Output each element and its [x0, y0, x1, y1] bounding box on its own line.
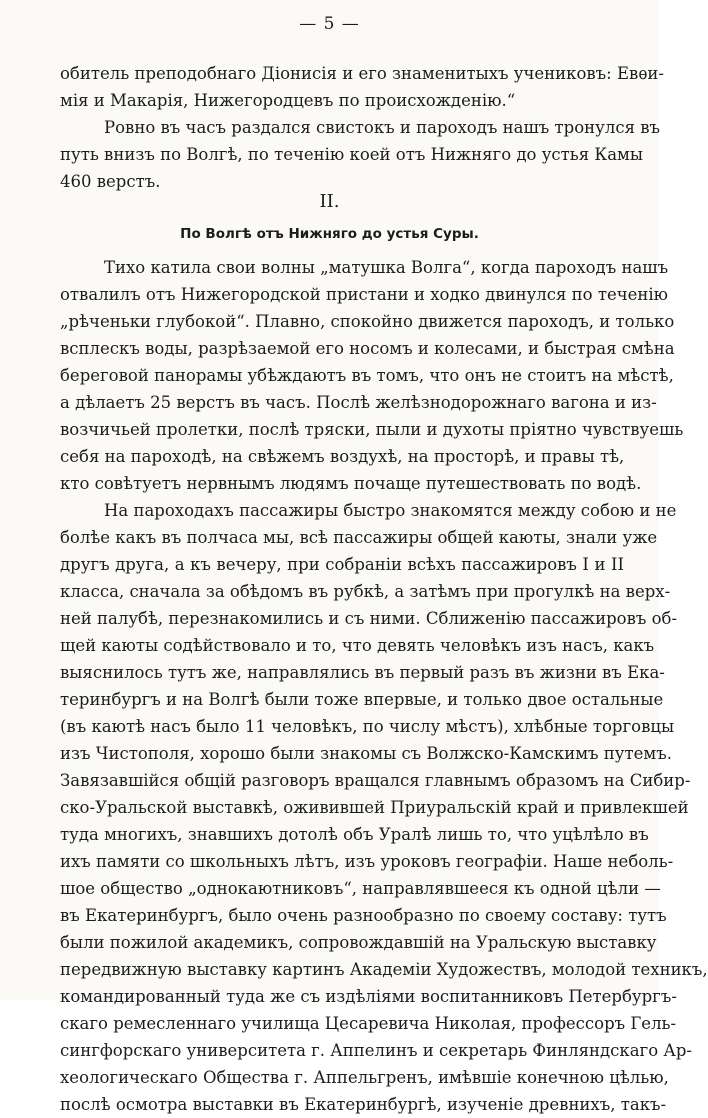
text-line: передвижную выставку картинъ Академіи Художествъ, молодой техникъ,	[60, 960, 708, 979]
text-line: всплескъ воды, разрѣзаемой его носомъ и колесами, и быстрая смѣна	[60, 339, 675, 358]
text-line: болѣе какъ въ полчаса мы, всѣ пассажиры общей каюты, знали уже	[60, 528, 658, 547]
intro-paragraphs	[60, 60, 664, 195]
text-line: ихъ памяти со школьныхъ лѣтъ, изъ уроковъ географіи. Наше неболь-	[60, 852, 674, 871]
text-line: командированный туда же съ издѣліями воспитанниковъ Петербургъ-	[60, 987, 677, 1006]
text-line: шое общество „однокаютниковъ“, направлявшееся къ одной цѣли —	[60, 879, 661, 898]
text-line: туда многихъ, знавшихъ дотолѣ объ Уралѣ лишь то, что уцѣлѣло въ	[60, 825, 649, 844]
page-number: — 5 —	[299, 14, 360, 34]
text-line: мія и Макарія, Нижегородцевъ по происхожденію.“	[60, 91, 516, 110]
text-line: другъ друга, а къ вечеру, при собраніи всѣхъ пассажировъ I и II	[60, 555, 624, 574]
text-line: „рѣченьки глубокой“. Плавно, спокойно движется пароходъ, и только	[60, 312, 675, 331]
text-line: Ровно въ часъ раздался свистокъ и пароходъ нашъ тронулся въ	[104, 118, 661, 137]
text-line: выяснилось тутъ же, направлялись въ первый разъ въ жизни въ Ека-	[60, 663, 665, 682]
text-line: обитель преподобнаго Діонисія и его знаменитыхъ учениковъ: Евѳи-	[60, 64, 664, 83]
text-line: кто совѣтуетъ нервнымъ людямъ почаще путешествовать по водѣ.	[60, 474, 642, 493]
text-line: а дѣлаетъ 25 верстъ въ часъ. Послѣ желѣзнодорожнаго вагона и из-	[60, 393, 657, 412]
text-line: въ Екатеринбургъ, было очень разнообразно по своему составу: тутъ	[60, 906, 667, 925]
text-line: скаго ремесленнаго училища Цесаревича Николая, профессоръ Гель-	[60, 1014, 677, 1033]
text-line: щей каюты содѣйствовало и то, что девять человѣкъ изъ насъ, какъ	[60, 636, 655, 655]
text-line: ней палубѣ, перезнакомились и съ ними. Сближенію пассажировъ об-	[60, 609, 678, 628]
text-line: береговой панорамы убѣждаютъ въ томъ, что онъ не стоитъ на мѣстѣ,	[60, 366, 674, 385]
section-title: По Волгѣ отъ Нижняго до устья Суры.	[180, 226, 479, 242]
text-line: сингфорскаго университета г. Аппелинъ и секретарь Финляндскаго Ар-	[60, 1041, 693, 1060]
text-line: 460 верстъ.	[60, 172, 161, 191]
body-paragraphs	[60, 254, 708, 1118]
text-line: послѣ осмотра выставки въ Екатеринбургѣ, изученіе древнихъ, такъ-	[60, 1095, 667, 1114]
text-line: (въ каютѣ насъ было 11 человѣкъ, по числу мѣстъ), хлѣбные торговцы	[60, 717, 675, 736]
text-line: Завязавшійся общій разговоръ вращался главнымъ образомъ на Сибир-	[60, 771, 691, 790]
text-line: На пароходахъ пассажиры быстро знакомятся между собою и не	[104, 501, 677, 520]
text-line: изъ Чистополя, хорошо были знакомы съ Волжско-Камскимъ путемъ.	[60, 744, 672, 763]
text-line: теринбургъ и на Волгѣ были тоже впервые, и только двое остальные	[60, 690, 664, 709]
section-numeral: II.	[319, 191, 340, 212]
text-line: отвалилъ отъ Нижегородской пристани и ходко двинулся по теченію	[60, 285, 669, 304]
text-line: себя на пароходѣ, на свѣжемъ воздухѣ, на просторѣ, и правы тѣ,	[60, 447, 625, 466]
text-line: были пожилой академикъ, сопровождавшій на Уральскую выставку	[60, 933, 657, 952]
text-line: Тихо катила свои волны „матушка Волга“, когда пароходъ нашъ	[104, 258, 669, 277]
text-line: ско-Уральской выставкѣ, оживившей Приуральскій край и привлекшей	[60, 798, 689, 817]
text-line: путь внизъ по Волгѣ, по теченію коей отъ Нижняго до устья Камы	[60, 145, 643, 164]
text-line: хеологическаго Общества г. Аппельгренъ, имѣвшіе конечною цѣлью,	[60, 1068, 669, 1087]
text-line: возчичьей пролетки, послѣ тряски, пыли и духоты пріятно чувствуешь	[60, 420, 684, 439]
text-line: класса, сначала за обѣдомъ въ рубкѣ, а затѣмъ при прогулкѣ на верх-	[60, 582, 671, 601]
